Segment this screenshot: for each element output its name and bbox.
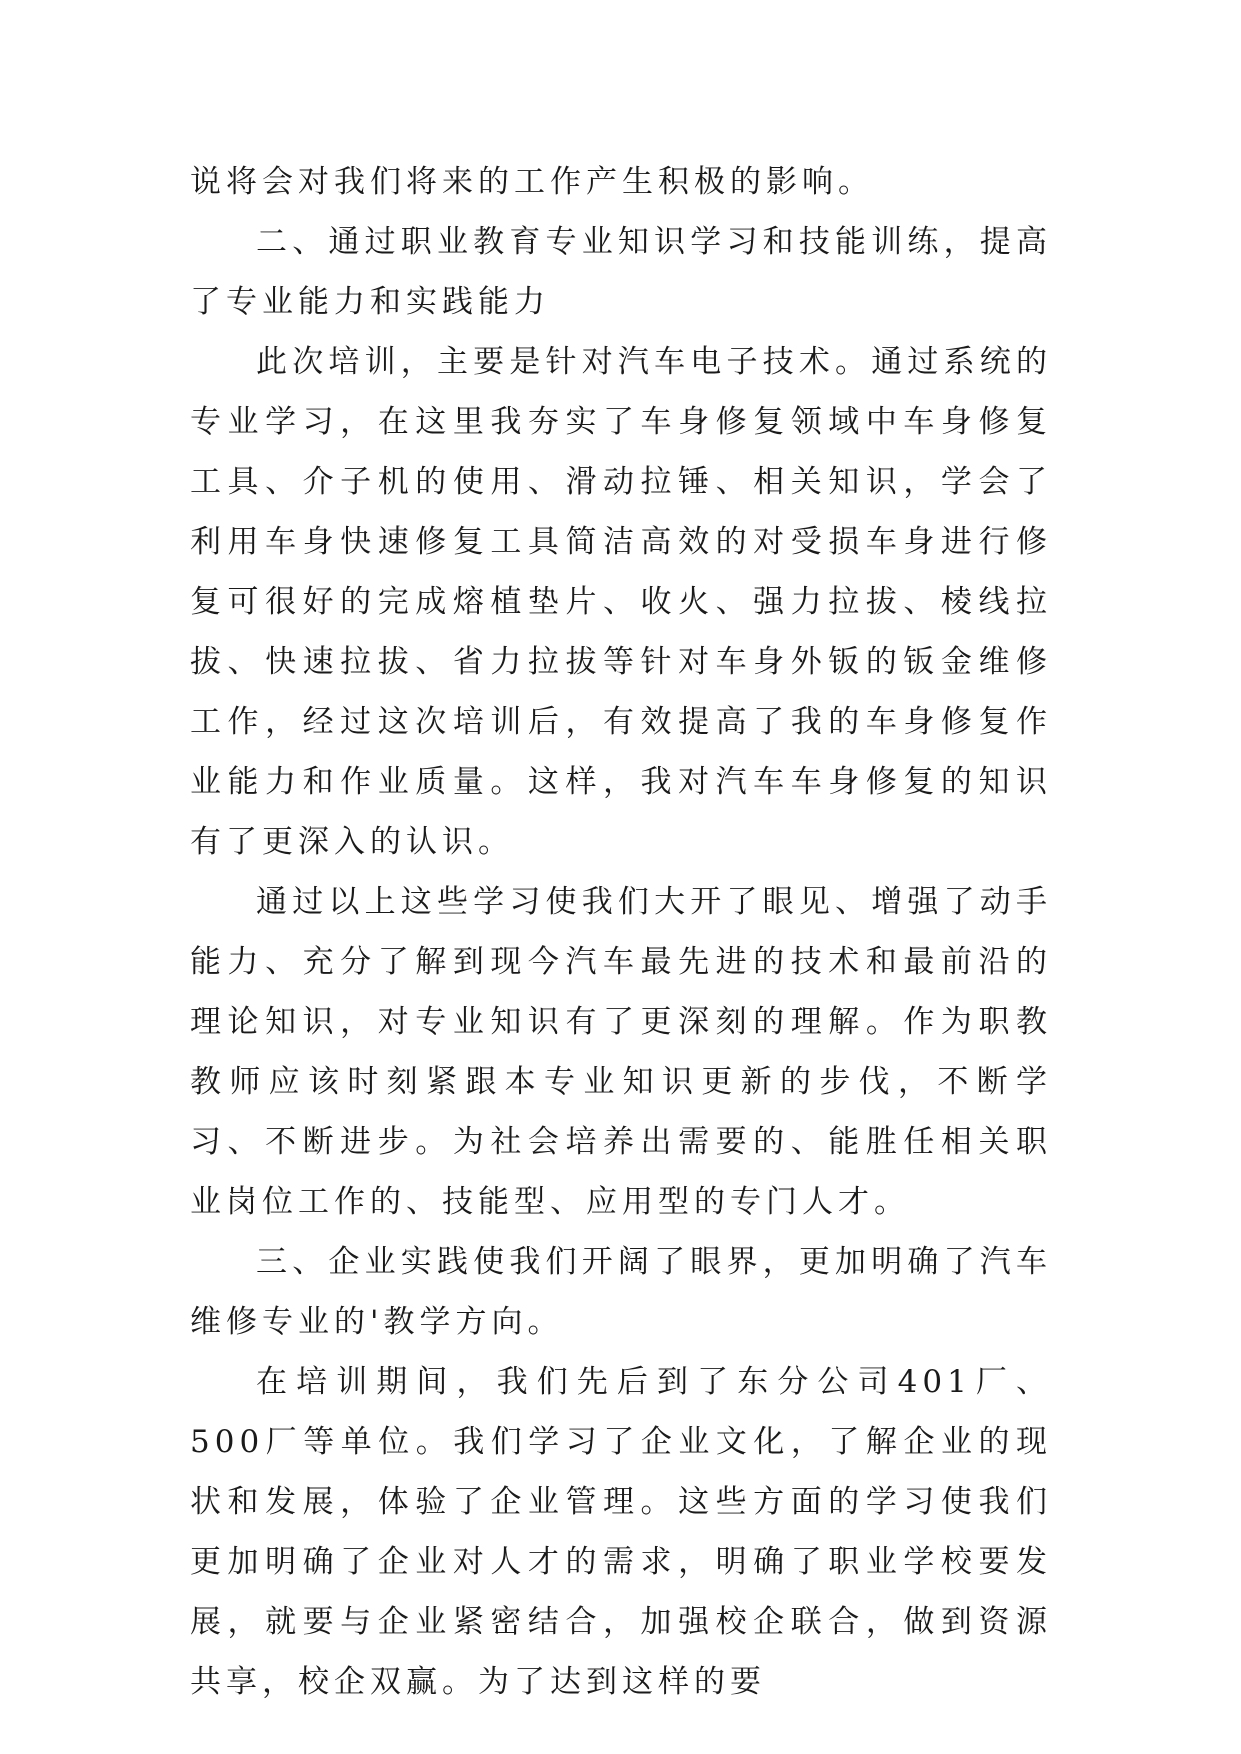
document-body [190, 152, 1052, 1712]
paragraph-continuation: 说将会对我们将来的工作产生积极的影响。 [190, 164, 874, 200]
section-heading-three: 三、企业实践使我们开阔了眼界，更加明确了汽车维修专业的'教学方向。 [190, 1244, 1052, 1340]
paragraph-enterprise-visit: 在培训期间，我们先后到了东分公司401厂、500厂等单位。我们学习了企业文化，了解企业的现状和发展，体验了企业管理。这些方面的学习使我们更加明确了企业对人才的需求，明确了职业学校要发展，就要与企业紧密结合，加强校企联合，做到资源共享，校企双赢。为了达到这样的要 [190, 1364, 1052, 1700]
section-heading-two: 二、通过职业教育专业知识学习和技能训练，提高了专业能力和实践能力 [190, 224, 1052, 320]
paragraph-training-content: 此次培训，主要是针对汽车电子技术。通过系统的专业学习，在这里我夯实了车身修复领域中车身修复工具、介子机的使用、滑动拉锤、相关知识，学会了利用车身快速修复工具简洁高效的对受损车身进行修复可很好的完成熔植垫片、收火、强力拉拔、棱线拉拔、快速拉拔、省力拉拔等针对车身外钣的钣金维修工作，经过这次培训后，有效提高了我的车身修复作业能力和作业质量。这样，我对汽车车身修复的知识有了更深入的认识。 [190, 344, 1052, 860]
paragraph-learning-outcome: 通过以上这些学习使我们大开了眼见、增强了动手能力、充分了解到现今汽车最先进的技术和最前沿的理论知识，对专业知识有了更深刻的理解。作为职教教师应该时刻紧跟本专业知识更新的步伐，不断学习、不断进步。为社会培养出需要的、能胜任相关职业岗位工作的、技能型、应用型的专门人才。 [190, 884, 1052, 1220]
